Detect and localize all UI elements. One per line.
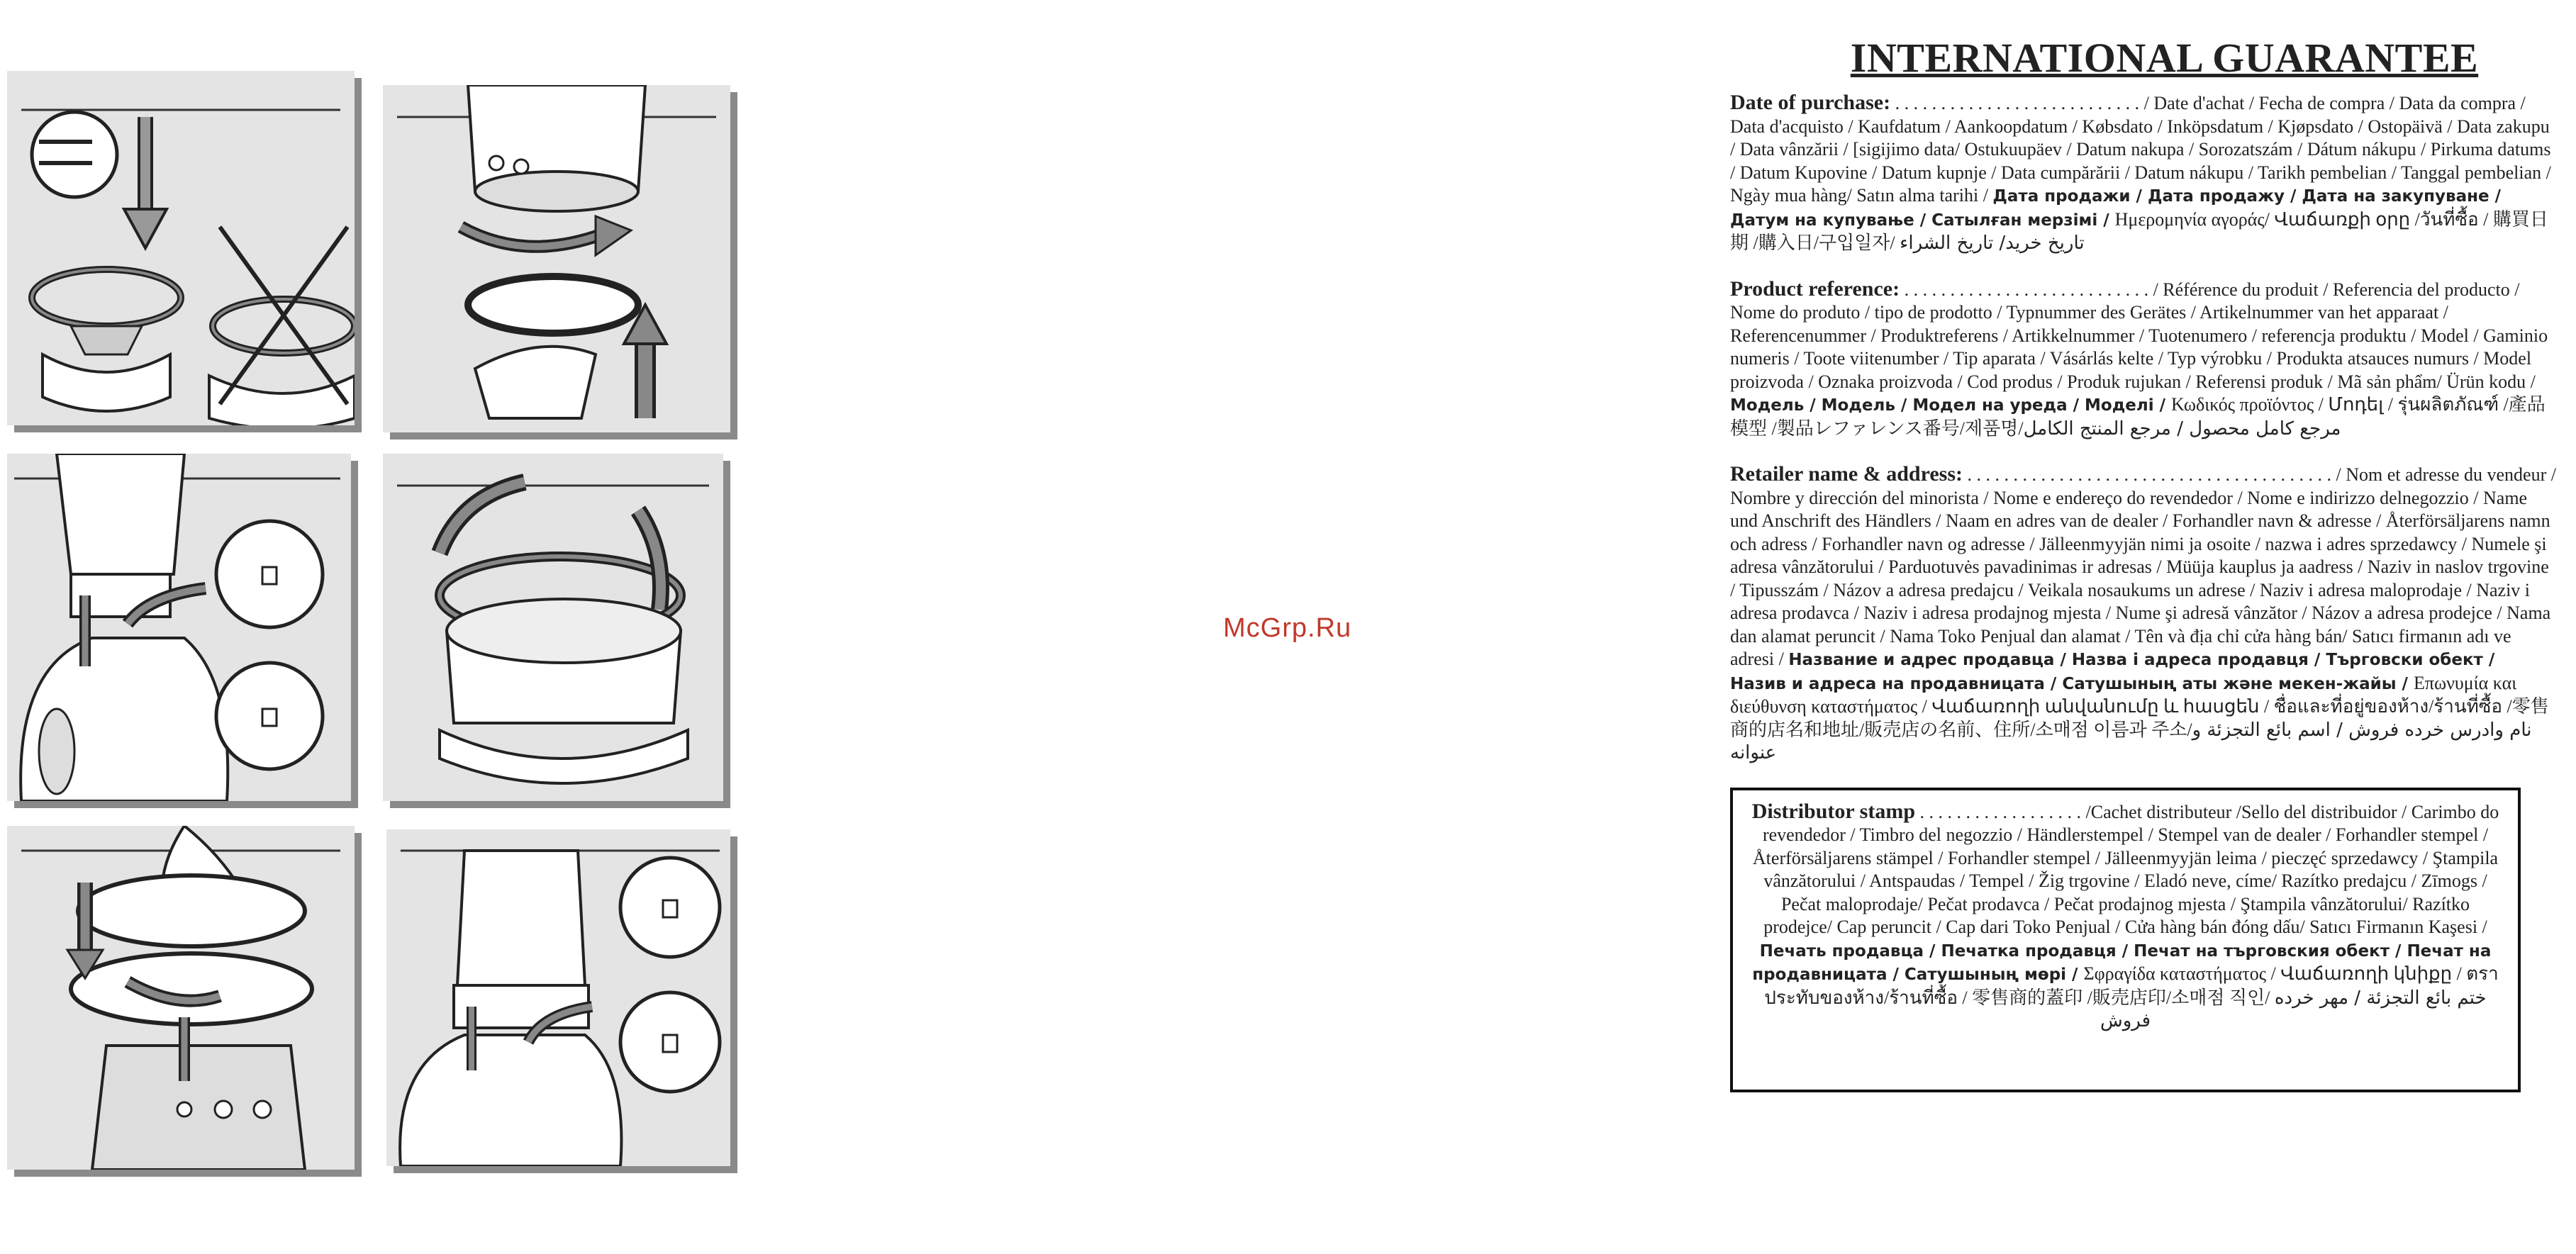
date-of-purchase-rtl: تاريخ خريد/ تاريخ الشراء xyxy=(1900,233,2085,254)
retailer-label: Retailer name & address: xyxy=(1730,462,1963,486)
distributor-stamp-rtl: ختم بائع التجزئة / مهر خرده فروش xyxy=(2100,987,2487,1031)
product-reference-other: Κωδικός προϊόντος / Մոդել / รุ่นผลิตภัณฑ์ /產品模型 /製品レファレンス番号/제품명/ xyxy=(1730,394,2546,439)
panel-4 xyxy=(383,454,723,801)
date-of-purchase-cyrillic: Дата продажи / Дата продажу / Дата на закупуване / Датум на купување / Сатылған мерзімі / xyxy=(1730,187,2501,230)
retailer-rtl: نام وادرس خرده فروش / اسم بائع التجزئة و عنوانه xyxy=(1730,719,2532,763)
watermark: McGrp.Ru xyxy=(1223,613,1352,643)
blade-screw-icon xyxy=(383,85,730,432)
international-guarantee-form xyxy=(1730,34,2556,1092)
date-of-purchase-translations: / Date d'achat / Fecha de compra / Data da compra / Data d'acquisto / Kaufdatum / Aankoopdatum / Købsdato / Inköpsdatum / Kjøpsdato / Ostopäivä / Data zakupu / Data vânzării / [sigijimo data/ Ostukuupäev / Datum nakupa / Sorozatszám / Dátum nákupu / Pirkuma datums / Datum Kupovine / Datum kupnje / Data cumpărării / Datum nákupu / Tarikh pembelian / Tanggal pembelian / Ngày mua hàng/ Satın alma tarihi / xyxy=(1730,93,2551,206)
distributor-stamp-box xyxy=(1730,788,2521,1092)
panel-3 xyxy=(7,454,351,801)
retailer-section xyxy=(1730,463,2556,765)
product-reference-section xyxy=(1730,278,2556,441)
distributor-stamp-dots: . . . . . . . . . . . . . . . . . . xyxy=(1915,801,2086,822)
mill-lock-icon xyxy=(386,829,730,1166)
distributor-stamp-cyrillic: Печать продавца / Печатка продавця / Печат на търговския обект / Печат на продавницата / Сатушының мөрі / xyxy=(1752,941,2492,984)
date-of-purchase-dots: . . . . . . . . . . . . . . . . . . . . . . . . . . . xyxy=(1890,93,2144,113)
product-reference-translations: / Référence du produit / Referencia del producto / Nome do produto / tipo de prodotto / Typnummer des Gerätes / Artikelnummer van het apparaat / Referencenummer / Produktreferens / Artikkelnummer / Tuotenumero / referencja produktu / Model / Gaminio numeris / Toote viitenumber / Tip aparata / Vásárlás kelte / Typ výrobku / Produkta atsauces numurs / Model proizvoda / Oznaka proizvoda / Cod produs / Produk rujukan / Referensi produk / Mã sản phẩm/ Ürün kodu / xyxy=(1730,279,2548,392)
date-of-purchase-section xyxy=(1730,91,2556,255)
panel-6 xyxy=(386,829,730,1166)
retailer-dots: . . . . . . . . . . . . . . . . . . . . . . . . . . . . . . . . . . . . . . . . xyxy=(1963,464,2336,485)
instruction-illustrations xyxy=(0,0,752,1254)
panel-5 xyxy=(7,826,355,1170)
distributor-stamp-other: Σφραγίδα καταστήματος / Վաճառողի կնիքը / ตราประทับของห้าง/ร้านที่ซื้อ / 零售商的蓋印 /販売店印/소매점 직인/ xyxy=(1764,963,2499,1008)
product-reference-label: Product reference: xyxy=(1730,276,1900,301)
product-reference-cyrillic: Модель / Модель / Модел на уреда / Моделі / xyxy=(1730,396,2172,415)
retailer-translations: / Nom et adresse du vendeur / Nombre y dirección del minorista / Nome e endereço do revendedor / Nome e indirizzo delnegozzio / Name und Anschrift des Händlers / Naam en adres van de dealer / Forhandler navn & adresse / Återförsäljarens namn och adress / Forhandler navn og adresse / Jälleenmyyjän nimi ja osoite / nazwa i adres sprzedawcy / Numele şi adresa vânzătorului / Parduotuvės pavadinimas ir adresas / Müüja kauplus ja aadress / Naziv in naslov trgovine / Tipusszám / Názov a adresa predajcu / Veikala nosaukums un adrese / Naziv i adresa maloprodaje / Naziv i adresa prodavca / Naziv i adresa prodajnog mjesta / Nume şi adresă vânzător / Názov a adresa prodejce / Nama dan alamat peruncit / Nama Toko Penjual dan alamat / Tên và địa chỉ cửa hàng bán/ Satıcı firmanın adı ve adresi / xyxy=(1730,464,2556,669)
distributor-stamp-translations: /Cachet distributeur /Sello del distribuidor / Carimbo do revendedor / Timbro del negozzio / Händlerstempel / Stempel van de dealer / Forhandler stempel / Återförsäljarens stämpel / Forhandler stempel / Jälleenmyyjän leima / pieczęć sprzedawcy / Ştampila vânzătorului / Antspaudas / Tempel / Žig trgovine / Eladó neve, címe/ Razítko predajcu / Zīmogs / Pečat maloprodaje/ Pečat prodavca / Pečat prodajnog mjesta / Ştampila vânzătorului/ Razítko prodejce/ Cap peruncit / Cap dari Toko Penjual / Cửa hàng bán đóng dấu/ Satıcı Firmanın Kaşesi / xyxy=(1752,801,2499,937)
product-reference-dots: . . . . . . . . . . . . . . . . . . . . . . . . . . . xyxy=(1900,279,2153,300)
guarantee-title: INTERNATIONAL GUARANTEE xyxy=(1850,35,2479,81)
ring-fit-icon xyxy=(383,454,723,801)
mill-lid-icon xyxy=(7,826,355,1170)
panel-1 xyxy=(7,71,355,425)
retailer-other: Επωνυμία και διεύθυνση καταστήματος / Վաճառողի անվանումը և հասցեն / ชื่อและที่อยู่ของห้าง/ร้านที่ซื้อ /零售商的店名和地址/販売店の名前、住所/소매점 이름과 주소/ xyxy=(1730,672,2549,740)
ring-seal-blade-icon xyxy=(7,71,355,425)
jar-lock-icon xyxy=(7,454,351,801)
retailer-cyrillic: Название и адрес продавца / Назва і адреса продавця / Търговски обект / Назив и адреса на продавницата / Сатушының аты және мекен-жайы / xyxy=(1730,651,2495,693)
product-reference-rtl: مرجع كامل محصول / مرجع المنتج الكامل xyxy=(2023,418,2341,440)
date-of-purchase-other: Ημερομηνία αγοράς/ Վաճառքի օրը /วันที่ซื้อ / 購買日期 /購入日/구입일자/ xyxy=(1730,208,2548,253)
date-of-purchase-label: Date of purchase: xyxy=(1730,91,1891,114)
distributor-stamp-label: Distributor stamp xyxy=(1751,799,1916,823)
panel-2 xyxy=(383,85,730,432)
